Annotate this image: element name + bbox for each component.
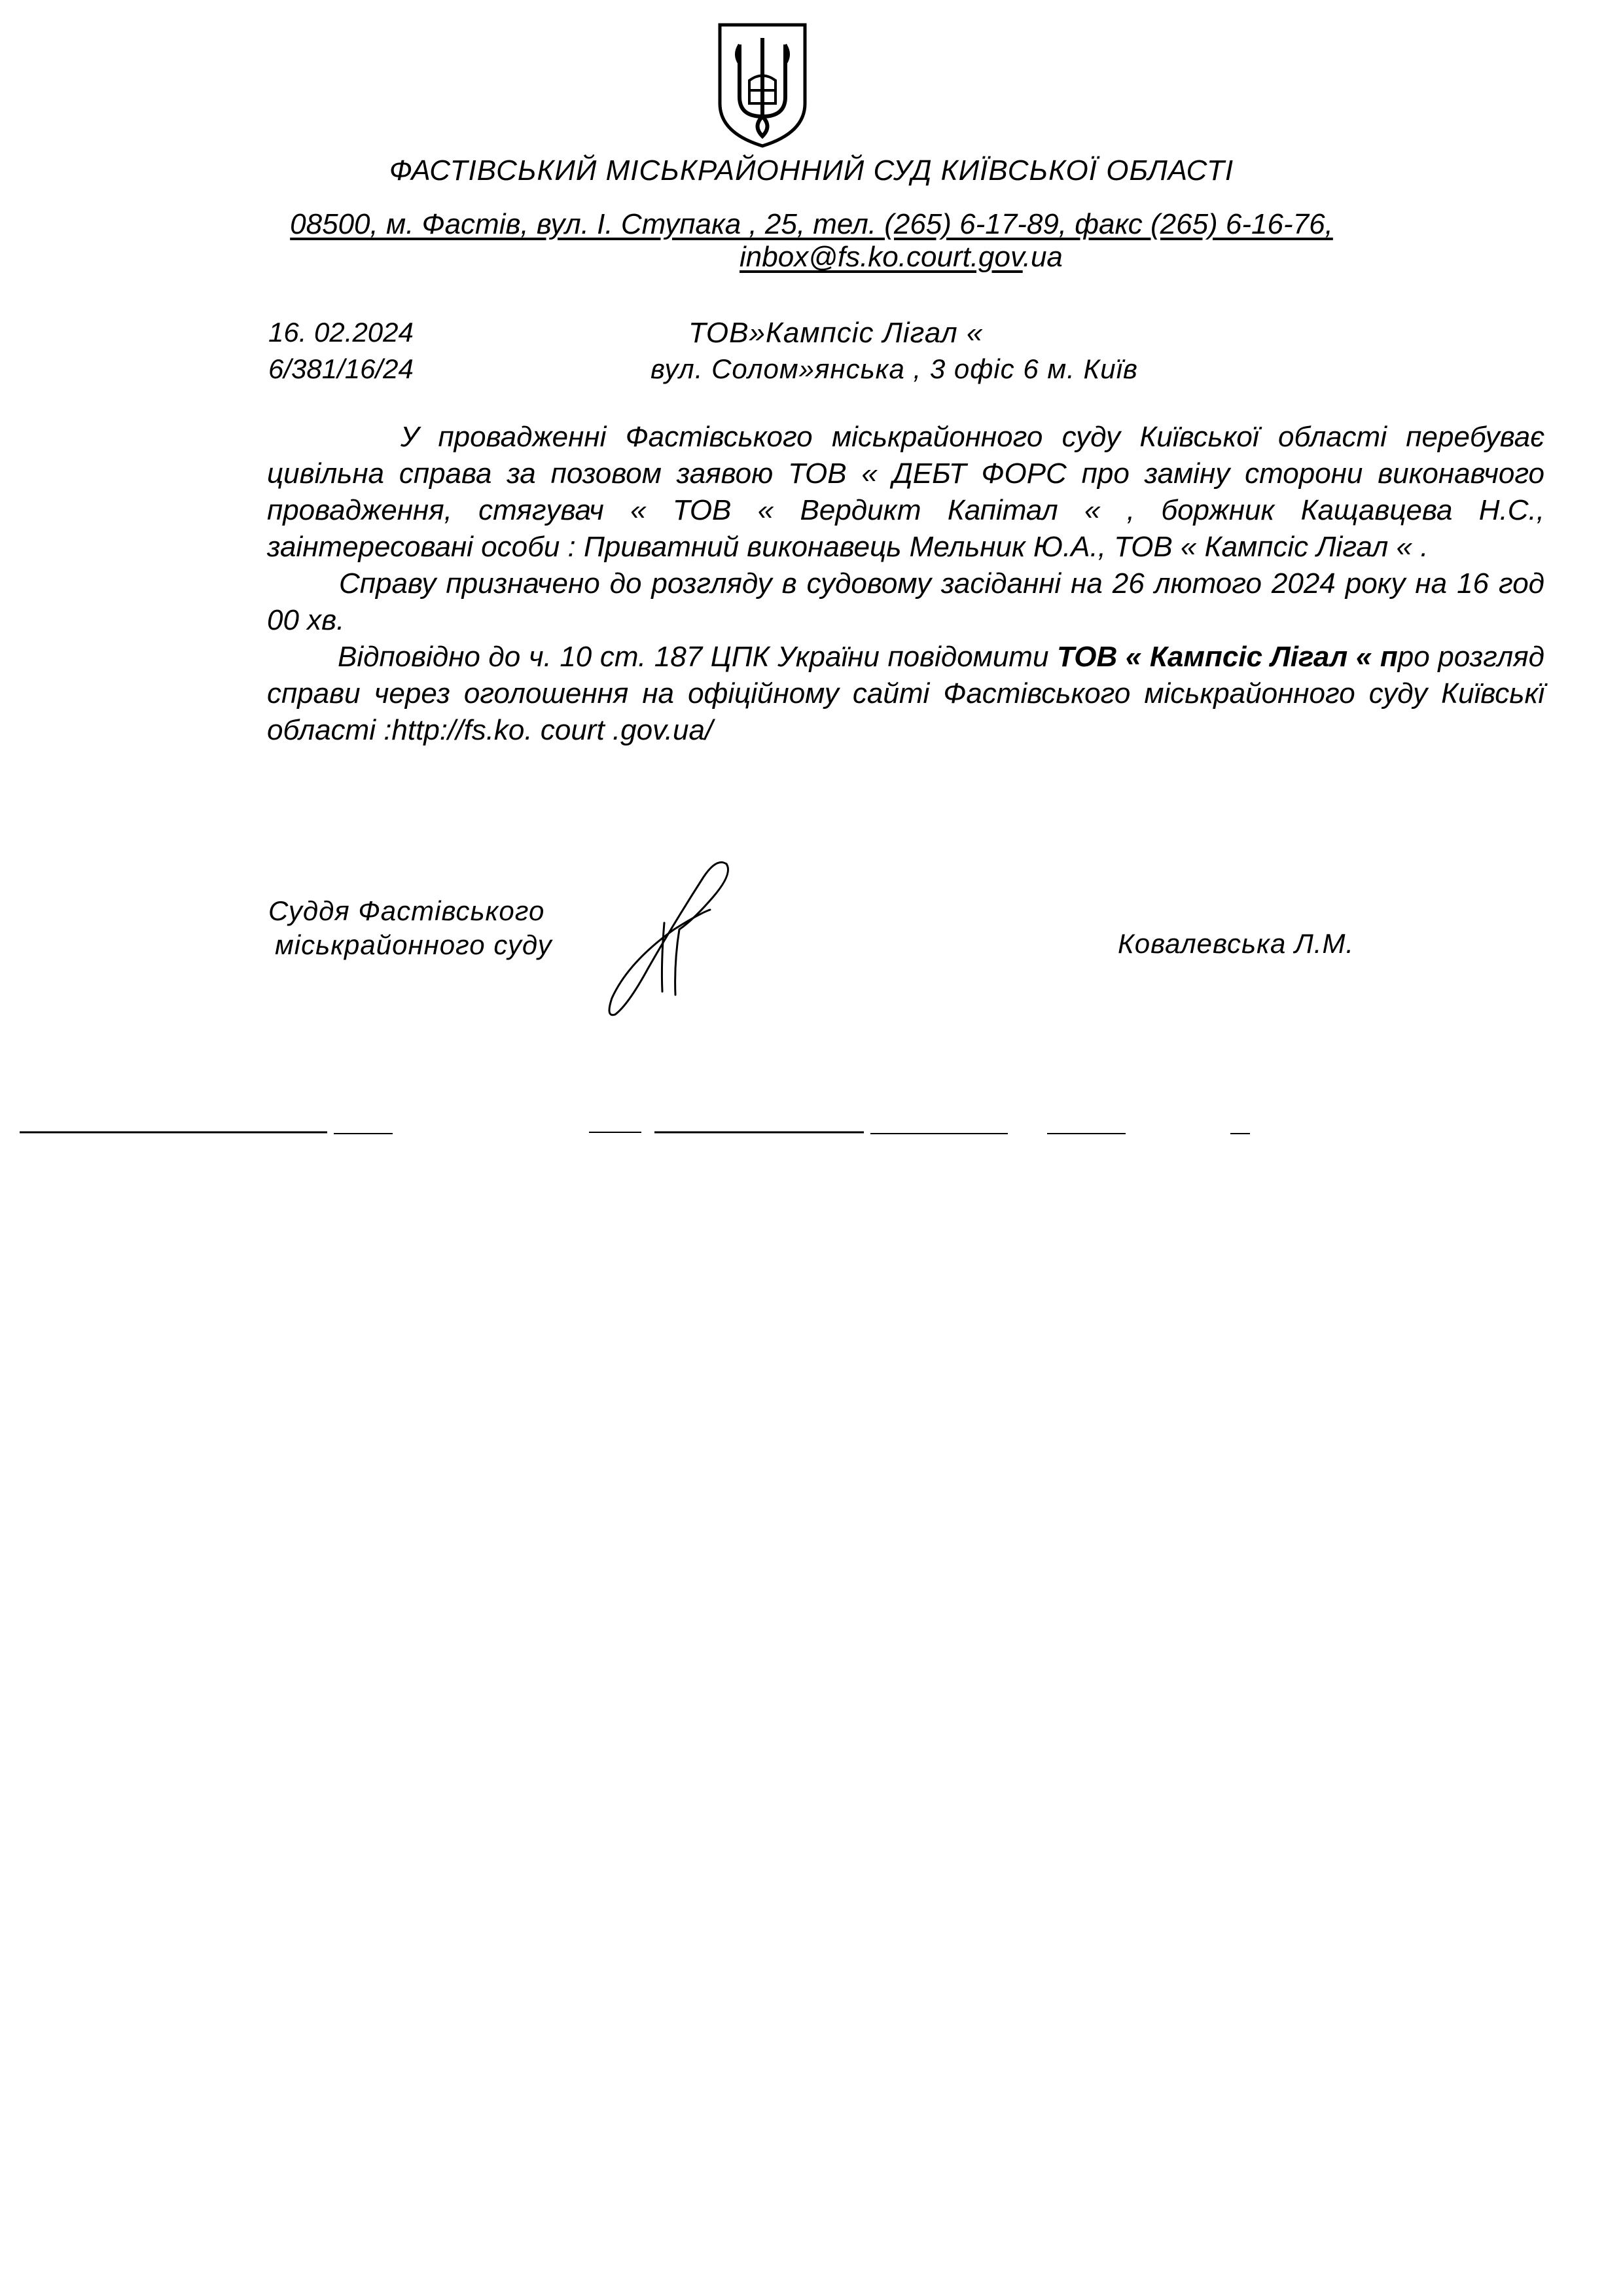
document-number: 6/381/16/24 bbox=[268, 353, 414, 384]
body-paragraph-1: У провадженні Фастівського міськрайонного суду Київської області перебуває цивільна справа за позовом заявою ТОВ « ДЕБТ ФОРС про заміну сторони виконавчого провадження, стягувач « ТОВ « Вердикт Капітал « , боржник Кащавцева Н.С., заінтересовані особи : Приватний виконавець Мельник Ю.А., ТОВ « Кампсіс Лігал « . bbox=[267, 421, 1544, 563]
coat-of-arms-icon bbox=[713, 18, 812, 149]
court-address bbox=[0, 208, 1623, 241]
recipient-name: ТОВ»Кампсіс Лігал « bbox=[688, 317, 984, 349]
court-name: ФАСТІВСЬКИЙ МІСЬКРАЙОННИЙ СУД КИЇВСЬКОЇ ОБЛАСТІ bbox=[389, 154, 1234, 187]
body-paragraph-3-company: ТОВ « Кампсіс Лігал « bbox=[1057, 641, 1372, 673]
letter-body bbox=[267, 419, 1544, 749]
recipient-address: вул. Солом»янська , 3 офіс 6 м. Київ bbox=[651, 353, 1138, 384]
court-address-text: 08500, м. Фастів, вул. І. Ступака , 25, тел. (265) 6-17-89, факс (265) 6-16-76, bbox=[290, 208, 1333, 240]
judge-title-line-2: міськрайонного суду bbox=[275, 929, 552, 960]
court-email bbox=[740, 241, 1063, 274]
body-paragraph-3-bold-letter: п bbox=[1372, 641, 1398, 673]
judge-title-line-1: Суддя Фастівського bbox=[268, 895, 545, 926]
court-email-underlined: inbox@fs.ko.court.gov bbox=[740, 241, 1023, 273]
bottom-rule-lines bbox=[0, 1126, 1623, 1139]
document-date: 16. 02.2024 bbox=[268, 317, 414, 348]
court-email-suffix: .ua bbox=[1022, 241, 1063, 273]
body-paragraph-2: Справу призначено до розгляду в судовому засіданні на 26 лютого 2024 року на 16 год 00 хв. bbox=[267, 567, 1544, 636]
body-paragraph-3-rest: ро розгляд справи через оголошення на офіційному сайті Фастівського міськрайонного суду Київськї області :http://fs.ko. court .gov.ua/ bbox=[267, 641, 1544, 746]
judge-name: Ковалевська Л.М. bbox=[1118, 928, 1355, 959]
body-paragraph-3-intro: Відповідно до ч. 10 ст. 187 ЦПК України повідомити bbox=[338, 641, 1057, 673]
body-paragraph-3 bbox=[267, 639, 1544, 749]
handwritten-signature bbox=[602, 851, 746, 1021]
